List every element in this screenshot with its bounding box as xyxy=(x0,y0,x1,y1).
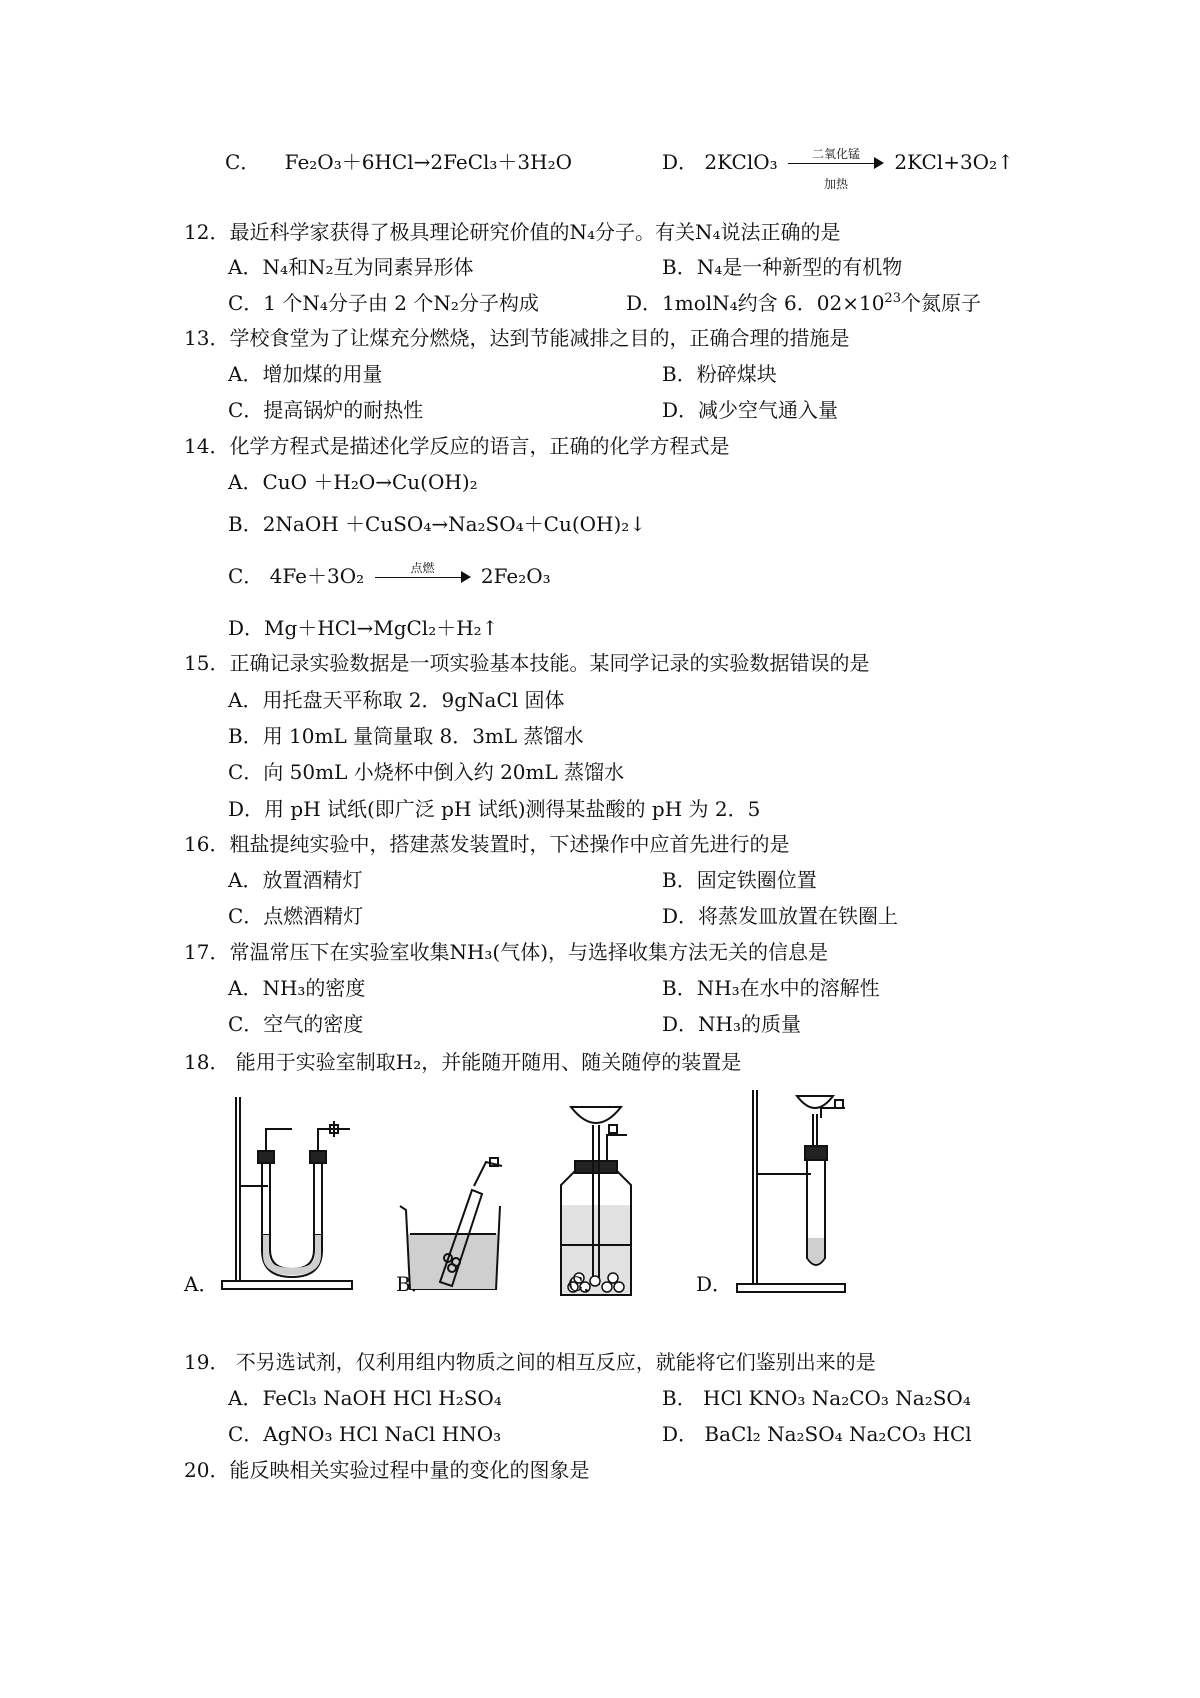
reaction-arrow: 二氧化锰 加热 xyxy=(788,150,884,178)
q16-option-b: B．固定铁圈位置 xyxy=(662,868,817,892)
q15-option-b: B．用 10mL 量筒量取 8．3mL 蒸馏水 xyxy=(228,724,584,748)
q13-option-a: A．增加煤的用量 xyxy=(228,362,383,386)
q12-option-d: D．1molN₄约含 6．$02\times 10^{23}$个氮原子 xyxy=(626,291,981,315)
q17-option-d: D．NH₃的质量 xyxy=(662,1012,801,1036)
q12-stem: 12．最近科学家获得了极具理论研究价值的N₄分子。有关N₄说法正确的是 xyxy=(184,220,841,244)
q14-stem: 14．化学方程式是描述化学反应的语言，正确的化学方程式是 xyxy=(184,434,730,458)
q16-option-a: A．放置酒精灯 xyxy=(228,868,363,892)
q19-option-d: D． BaCl₂ Na₂SO₄ Na₂CO₃ HCl xyxy=(662,1422,972,1446)
q11-option-c: C． Fe₂O₃＋6HCl→2FeCl₃＋3H₂O xyxy=(225,150,572,174)
q19-option-c: C．AgNO₃ HCl NaCl HNO₃ xyxy=(228,1422,502,1446)
apparatus-label-d: D． xyxy=(696,1272,733,1296)
q15-option-a: A．用托盘天平称取 2．9gNaCl 固体 xyxy=(228,688,565,712)
q13-stem: 13．学校食堂为了让煤充分燃烧，达到节能减排之目的，正确合理的措施是 xyxy=(184,326,850,350)
q14-option-c: C． 4Fe＋3O₂ 点燃 2Fe₂O₃ xyxy=(228,562,551,592)
q17-option-c: C．空气的密度 xyxy=(228,1012,364,1036)
reaction-arrow: 点燃 xyxy=(375,564,471,592)
apparatus-label-c: C． xyxy=(568,1272,604,1296)
q11-option-d: D． 2KClO₃ 二氧化锰 加热 2KCl+3O₂↑ xyxy=(662,146,1014,191)
q14-option-a: A．CuO ＋H₂O→Cu(OH)₂ xyxy=(228,470,478,494)
q15-stem: 15．正确记录实验数据是一项实验基本技能。某同学记录的实验数据错误的是 xyxy=(184,651,870,675)
q20-stem: 20．能反映相关实验过程中量的变化的图象是 xyxy=(184,1458,590,1482)
q13-option-b: B．粉碎煤块 xyxy=(662,362,777,386)
apparatus-d-test-tube xyxy=(735,1078,865,1300)
q12-option-b: B．N₄是一种新型的有机物 xyxy=(662,255,903,279)
q16-stem: 16．粗盐提纯实验中，搭建蒸发装置时，下述操作中应首先进行的是 xyxy=(184,832,790,856)
q16-option-d: D．将蒸发皿放置在铁圈上 xyxy=(662,904,899,928)
q14-option-b: B．2NaOH ＋CuSO₄→Na₂SO₄＋Cu(OH)₂↓ xyxy=(228,512,647,536)
q11-option-c-equation: Fe₂O₃＋6HCl→2FeCl₃＋3H₂O xyxy=(284,150,572,174)
apparatus-a-u-tube xyxy=(210,1085,360,1295)
q17-option-a: A．NH₃的密度 xyxy=(228,976,366,1000)
q13-option-c: C．提高锅炉的耐热性 xyxy=(228,398,424,422)
q15-option-c: C．向 50mL 小烧杯中倒入约 20mL 蒸馏水 xyxy=(228,760,625,784)
apparatus-label-a: A． xyxy=(184,1272,219,1296)
q19-stem: 19． 不另选试剂，仅利用组内物质之间的相互反应，就能将它们鉴别出来的是 xyxy=(184,1350,876,1374)
q13-option-d: D．减少空气通入量 xyxy=(662,398,839,422)
q12-option-c: C．1 个N₄分子由 2 个N₂分子构成 xyxy=(228,291,539,315)
q12-option-a: A．N₄和N₂互为同素异形体 xyxy=(228,255,474,279)
q17-option-b: B．NH₃在水中的溶解性 xyxy=(662,976,880,1000)
q16-option-c: C．点燃酒精灯 xyxy=(228,904,364,928)
q19-option-a: A．FeCl₃ NaOH HCl H₂SO₄ xyxy=(228,1386,502,1410)
q19-option-b: B． HCl KNO₃ Na₂CO₃ Na₂SO₄ xyxy=(662,1386,971,1410)
apparatus-label-b: B． xyxy=(396,1272,431,1296)
q14-option-d: D．Mg＋HCl→MgCl₂＋H₂↑ xyxy=(228,616,499,640)
q15-option-d: D．用 pH 试纸(即广泛 pH 试纸)测得某盐酸的 pH 为 2．5 xyxy=(228,797,761,821)
q18-stem: 18． 能用于实验室制取H₂，并能随开随用、随关随停的装置是 xyxy=(184,1050,742,1074)
q17-stem: 17．常温常压下在实验室收集NH₃(气体)，与选择收集方法无关的信息是 xyxy=(184,940,829,964)
